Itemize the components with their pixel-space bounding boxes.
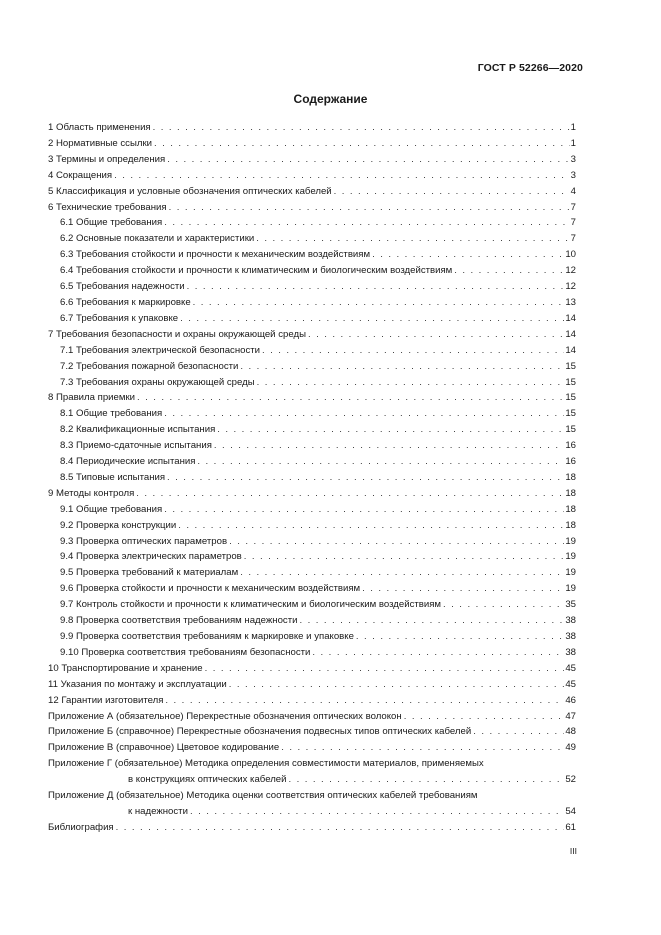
dot-leader	[190, 804, 564, 820]
toc-entry-title: 8.5 Типовые испытания	[60, 471, 166, 483]
toc-entry-title: 9.7 Контроль стойкости и прочности к климатическим и биологическим воздействиям	[60, 599, 442, 611]
toc-entry-page: 19	[565, 535, 576, 547]
toc-entry-title: 9.10 Проверка соответствия требованиям безопасности	[60, 646, 311, 658]
toc-entry-title: 9.1 Общие требования	[60, 503, 163, 515]
toc-entry[interactable]	[48, 152, 576, 168]
dot-leader	[257, 375, 565, 391]
toc-entry-title: 7 Требования безопасности и охраны окружающей среды	[48, 328, 306, 340]
toc-entry[interactable]	[48, 231, 576, 247]
toc-entry[interactable]	[48, 343, 576, 359]
dot-leader	[136, 486, 564, 502]
dot-leader	[164, 406, 564, 422]
toc-title: Содержание	[293, 92, 368, 106]
toc-entry-page: 18	[565, 471, 576, 483]
toc-entry-title: Приложение А (обязательное) Перекрестные обозначения оптических волокон	[48, 710, 402, 722]
toc-entry-title: 3 Термины и определения	[48, 153, 166, 165]
toc-entry-title: 8.2 Квалификационные испытания	[60, 424, 216, 436]
toc-entry-title: 9.8 Проверка соответствия требованиям надежности	[60, 615, 298, 627]
toc-entry-title: 9.2 Проверка конструкции	[60, 519, 177, 531]
toc-entry[interactable]	[48, 438, 576, 454]
toc-entry[interactable]	[48, 406, 576, 422]
toc-entry-page: 15	[565, 360, 576, 372]
toc-entry-title: 6.4 Требования стойкости и прочности к климатическим и биологическим воздействиям	[60, 265, 453, 277]
dot-leader	[193, 295, 565, 311]
toc-entry-title: 6.6 Требования к маркировке	[60, 296, 191, 308]
toc-entry-page: 3	[570, 169, 576, 181]
toc-entry-page: 12	[565, 265, 576, 277]
toc-entry-title: 1 Область применения	[48, 122, 151, 133]
dot-leader	[205, 661, 565, 677]
toc-entry[interactable]	[48, 661, 576, 677]
toc-entry[interactable]	[48, 597, 576, 613]
toc-entry-title: Библиография	[48, 821, 114, 833]
toc-entry-title: 4 Сокращения	[48, 169, 113, 181]
toc-entry-title: 8.4 Периодические испытания	[60, 456, 196, 468]
dot-leader	[454, 263, 564, 279]
toc-entry[interactable]	[48, 740, 576, 756]
toc-entry-title: 6 Технические требования	[48, 201, 167, 213]
toc-entry-title: 5 Классификация и условные обозначения оптических кабелей	[48, 185, 332, 197]
dot-leader	[167, 152, 569, 168]
toc-entry[interactable]	[48, 677, 576, 693]
toc-entry[interactable]	[48, 502, 576, 518]
toc-entry-page: 18	[565, 503, 576, 515]
toc-entry[interactable]	[48, 422, 576, 438]
dot-leader	[116, 820, 565, 836]
dot-leader	[372, 247, 564, 263]
dot-leader	[312, 645, 564, 661]
toc-entry[interactable]	[48, 486, 576, 502]
toc-entry-title-continuation: в конструкциях оптических кабелей	[128, 774, 287, 786]
toc-entry[interactable]	[48, 549, 576, 565]
toc-entry-page: 48	[565, 726, 576, 738]
dot-leader	[180, 311, 564, 327]
toc-entry[interactable]	[48, 581, 576, 597]
toc-entry-page: 7	[570, 201, 576, 213]
toc-entry-title: 7.1 Требования электрической безопасности	[60, 344, 261, 356]
toc-entry-page: 15	[565, 392, 576, 404]
toc-entry[interactable]	[48, 534, 576, 550]
toc-entry-page: 46	[565, 694, 576, 706]
toc-entry-title: 6.3 Требования стойкости и прочности к механическим воздействиям	[60, 249, 371, 261]
dot-leader	[229, 534, 564, 550]
toc-entry-page: 14	[565, 344, 576, 356]
dot-leader	[289, 772, 565, 788]
toc-entry[interactable]	[48, 470, 576, 486]
dot-leader	[473, 724, 564, 740]
toc-entry[interactable]	[48, 200, 576, 216]
toc-entry-title: 8 Правила приемки	[48, 392, 135, 404]
toc-entry[interactable]	[48, 136, 576, 152]
toc-entry-page: 15	[565, 376, 576, 388]
dot-leader	[334, 184, 570, 200]
toc-entry[interactable]	[48, 279, 576, 295]
toc-entry-page: 3	[570, 153, 576, 165]
toc-entry-page: 1	[570, 137, 576, 149]
toc-entry[interactable]	[48, 375, 576, 391]
toc-entry[interactable]	[48, 724, 576, 740]
dot-leader	[240, 359, 564, 375]
toc-entry-page: 19	[565, 567, 576, 579]
toc-entry-title: 12 Гарантии изготовителя	[48, 694, 164, 706]
dot-leader	[214, 438, 564, 454]
toc-entry-page: 19	[565, 583, 576, 595]
toc-entry-title: 9 Методы контроля	[48, 487, 135, 499]
toc-entry-title: 9.4 Проверка электрических параметров	[60, 551, 242, 563]
dot-leader	[178, 518, 564, 534]
dot-leader	[114, 168, 570, 184]
toc-entry-title: Приложение Г (обязательное) Методика определения совместимости материалов, применяемых	[48, 758, 484, 770]
dot-leader	[153, 120, 570, 136]
toc-entry-title: 9.5 Проверка требований к материалам	[60, 567, 239, 579]
toc-entry-title: 6.1 Общие требования	[60, 217, 163, 229]
toc-entry-page: 45	[565, 678, 576, 690]
dot-leader	[308, 327, 564, 343]
toc-entry-page: 16	[565, 456, 576, 468]
toc-entry-title: 7.3 Требования охраны окружающей среды	[60, 376, 255, 388]
toc-entry[interactable]	[48, 311, 576, 327]
toc-entry-page: 14	[565, 312, 576, 324]
toc-entry[interactable]	[48, 788, 576, 820]
toc-entry-page: 45	[565, 662, 576, 674]
toc-entry[interactable]	[48, 565, 576, 581]
dot-leader	[197, 454, 564, 470]
toc-entry-page: 47	[565, 710, 576, 722]
dot-leader	[240, 565, 564, 581]
toc-entry[interactable]	[48, 820, 576, 836]
document-code: ГОСТ Р 52266—2020	[477, 62, 583, 74]
toc-entry-page: 35	[565, 599, 576, 611]
toc-entry-page: 14	[565, 328, 576, 340]
dot-leader	[362, 581, 564, 597]
dot-leader	[137, 390, 564, 406]
toc-entry[interactable]	[48, 120, 576, 136]
toc-entry-page: 18	[565, 519, 576, 531]
toc-entry[interactable]	[48, 518, 576, 534]
toc-entry-title: 10 Транспортирование и хранение	[48, 662, 203, 674]
toc-entry-page: 7	[570, 233, 576, 245]
toc-entry-title: 6.7 Требования к упаковке	[60, 312, 179, 324]
dot-leader	[443, 597, 564, 613]
toc-entry[interactable]	[48, 168, 576, 184]
toc-entry-page: 49	[565, 742, 576, 754]
toc-entry-page: 38	[565, 615, 576, 627]
toc-entry-page: 1	[570, 122, 576, 133]
toc-entry-page: 13	[565, 296, 576, 308]
toc-entry-page: 54	[565, 805, 576, 817]
dot-leader	[217, 422, 564, 438]
toc-entry[interactable]	[48, 756, 576, 788]
toc-entry[interactable]	[48, 645, 576, 661]
toc-entry[interactable]	[48, 327, 576, 343]
toc-entry-title: 11 Указания по монтажу и эксплуатации	[48, 678, 227, 690]
dot-leader	[356, 629, 564, 645]
toc-entry-page: 15	[565, 424, 576, 436]
toc-entry[interactable]	[48, 709, 576, 725]
dot-leader	[404, 709, 565, 725]
toc-entry[interactable]	[48, 295, 576, 311]
toc-entry[interactable]	[48, 390, 576, 406]
toc-entry[interactable]	[48, 613, 576, 629]
dot-leader	[187, 279, 565, 295]
toc-entry-title: Приложение В (справочное) Цветовое кодирование	[48, 742, 280, 754]
toc-entry-page: 18	[565, 487, 576, 499]
toc-entry-page: 38	[565, 631, 576, 642]
toc-entry-page: 16	[565, 440, 576, 452]
toc-entry-page: 4	[570, 185, 576, 197]
dot-leader	[244, 549, 565, 565]
toc-entry-page: 7	[570, 217, 576, 229]
toc-entry-title: 6.2 Основные показатели и характеристики	[60, 233, 255, 245]
toc-entry-title: 2 Нормативные ссылки	[48, 137, 153, 149]
dot-leader	[164, 215, 569, 231]
toc-entry-title: 9.6 Проверка стойкости и прочности к механическим воздействиям	[60, 583, 361, 595]
dot-leader	[154, 136, 570, 152]
toc-entry-title: Приложение Д (обязательное) Методика оценки соответствия оптических кабелей требованиям	[48, 790, 478, 802]
table-of-contents	[48, 120, 576, 836]
dot-leader	[281, 740, 564, 756]
toc-entry[interactable]	[48, 454, 576, 470]
toc-entry[interactable]	[48, 184, 576, 200]
toc-entry-title: 9.3 Проверка оптических параметров	[60, 535, 228, 547]
toc-entry[interactable]	[48, 263, 576, 279]
dot-leader	[256, 231, 569, 247]
dot-leader	[164, 502, 564, 518]
dot-leader	[169, 200, 570, 216]
dot-leader	[165, 693, 564, 709]
toc-entry[interactable]	[48, 215, 576, 231]
toc-entry-page: 12	[565, 281, 576, 293]
toc-entry-page: 19	[565, 551, 576, 563]
toc-entry[interactable]	[48, 247, 576, 263]
toc-entry-page: 15	[565, 408, 576, 420]
dot-leader	[299, 613, 564, 629]
toc-entry-page: 52	[565, 774, 576, 786]
toc-entry-title: 8.1 Общие требования	[60, 408, 163, 420]
toc-entry[interactable]	[48, 693, 576, 709]
toc-entry-page: 38	[565, 646, 576, 658]
page-number: III	[569, 846, 577, 856]
dot-leader	[167, 470, 564, 486]
toc-entry-title-continuation: к надежности	[128, 805, 188, 817]
dot-leader	[229, 677, 565, 693]
toc-entry-page: 61	[565, 821, 576, 833]
toc-entry[interactable]	[48, 629, 576, 645]
toc-entry-title: 6.5 Требования надежности	[60, 281, 185, 293]
toc-entry-title: 8.3 Приемо-сдаточные испытания	[60, 440, 212, 452]
toc-entry-page: 10	[565, 249, 576, 261]
toc-entry-title: 7.2 Требования пожарной безопасности	[60, 360, 239, 372]
toc-entry-title: Приложение Б (справочное) Перекрестные обозначения подвесных типов оптических кабелей	[48, 726, 472, 738]
dot-leader	[262, 343, 564, 359]
toc-entry-title: 9.9 Проверка соответствия требованиям к маркировке и упаковке	[60, 631, 354, 642]
toc-entry[interactable]	[48, 359, 576, 375]
